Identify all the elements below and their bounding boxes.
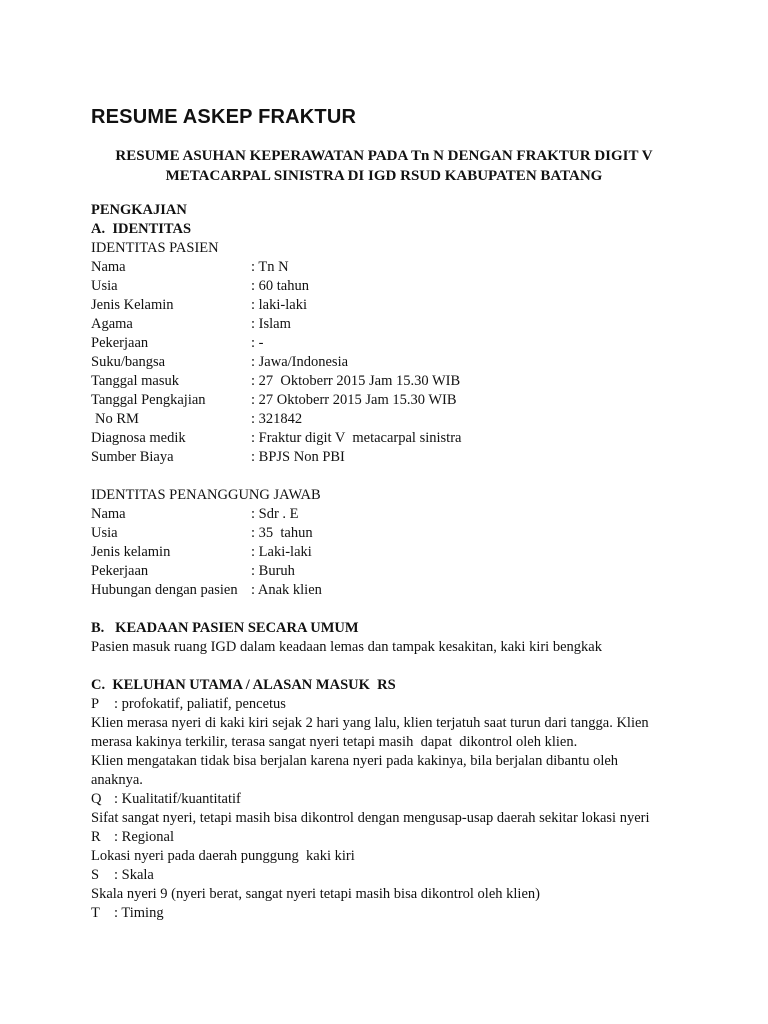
field-label: Usia xyxy=(91,278,118,294)
pqrst-row-t xyxy=(91,904,691,923)
section-b-heading: B. KEADAAN PASIEN SECARA UMUM xyxy=(91,620,359,636)
document-subtitle xyxy=(91,146,677,186)
field-row xyxy=(91,505,691,524)
field-value: : Islam xyxy=(251,316,291,332)
field-row xyxy=(91,429,691,448)
field-value: : 27 Oktoberr 2015 Jam 15.30 WIB xyxy=(251,373,461,389)
identitas-penanggung-heading: IDENTITAS PENANGGUNG JAWAB xyxy=(91,487,321,503)
pqrst-row-p xyxy=(91,695,691,714)
pqrst-letter: R xyxy=(91,829,101,845)
pqrst-letter: Q xyxy=(91,791,102,807)
field-label: Tanggal Pengkajian xyxy=(91,392,206,408)
field-value: : Jawa/Indonesia xyxy=(251,354,349,370)
pqrst-label: : Skala xyxy=(114,867,154,883)
pqrst-letter: P xyxy=(91,696,100,712)
field-label: Pekerjaan xyxy=(91,563,149,579)
field-label: Jenis kelamin xyxy=(91,544,171,560)
field-value: : 321842 xyxy=(251,411,303,427)
spacer xyxy=(91,657,691,676)
field-row xyxy=(91,524,691,543)
field-row xyxy=(91,353,691,372)
field-row xyxy=(91,581,691,600)
field-label: Agama xyxy=(91,316,133,332)
pengkajian-heading: PENGKAJIAN xyxy=(91,202,187,218)
spacer xyxy=(91,600,691,619)
field-label: Pekerjaan xyxy=(91,335,149,351)
paragraph-line: anaknya. xyxy=(91,772,143,788)
field-value: : 27 Oktoberr 2015 Jam 15.30 WIB xyxy=(251,392,457,408)
pqrst-letter: S xyxy=(91,867,100,883)
field-row xyxy=(91,448,691,467)
field-row xyxy=(91,277,691,296)
identitas-pasien-heading: IDENTITAS PASIEN xyxy=(91,240,219,256)
field-row xyxy=(91,334,691,353)
field-label: Suku/bangsa xyxy=(91,354,166,370)
field-label: Usia xyxy=(91,525,118,541)
field-row xyxy=(91,258,691,277)
subtitle-line-1: RESUME ASUHAN KEPERAWATAN PADA Tn N DENGAN FRAKTUR DIGIT V xyxy=(115,148,653,164)
paragraph-line: merasa kakinya terkilir, terasa sangat nyeri tetapi masih dapat dikontrol oleh klien. xyxy=(91,734,578,750)
field-label: Hubungan dengan pasien xyxy=(91,582,238,598)
identitas-penanggung-table xyxy=(91,505,691,600)
field-value: : 60 tahun xyxy=(251,278,309,294)
paragraph-line: Sifat sangat nyeri, tetapi masih bisa dikontrol dengan mengusap-usap daerah sekitar lokasi nyeri xyxy=(91,810,650,826)
field-row xyxy=(91,315,691,334)
field-label: Tanggal masuk xyxy=(91,373,179,389)
identitas-pasien-table xyxy=(91,258,691,467)
field-label: Nama xyxy=(91,506,126,522)
paragraph-line: Lokasi nyeri pada daerah punggung kaki kiri xyxy=(91,848,355,864)
field-row xyxy=(91,562,691,581)
paragraph-line: Skala nyeri 9 (nyeri berat, sangat nyeri tetapi masih bisa dikontrol oleh klien) xyxy=(91,886,540,902)
field-label: No RM xyxy=(95,411,139,427)
field-value: : Anak klien xyxy=(251,582,322,598)
field-value: : - xyxy=(251,335,264,351)
subtitle-line-2: METACARPAL SINISTRA DI IGD RSUD KABUPATEN BATANG xyxy=(165,168,603,184)
field-value: : BPJS Non PBI xyxy=(251,449,345,465)
field-row xyxy=(91,543,691,562)
section-b-text: Pasien masuk ruang IGD dalam keadaan lemas dan tampak kesakitan, kaki kiri bengkak xyxy=(91,639,602,655)
field-row xyxy=(91,410,691,429)
field-value: : Tn N xyxy=(251,259,289,275)
field-row xyxy=(91,391,691,410)
field-label: Nama xyxy=(91,259,126,275)
spacer xyxy=(91,467,691,486)
pqrst-label: : Kualitatif/kuantitatif xyxy=(114,791,241,807)
field-label: Jenis Kelamin xyxy=(91,297,174,313)
field-label: Diagnosa medik xyxy=(91,430,186,446)
pqrst-label: : Regional xyxy=(114,829,175,845)
pqrst-label: : profokatif, paliatif, pencetus xyxy=(114,696,286,712)
document-title: RESUME ASKEP FRAKTUR xyxy=(91,106,357,128)
field-label: Sumber Biaya xyxy=(91,449,174,465)
paragraph-line: Klien mengatakan tidak bisa berjalan karena nyeri pada kakinya, bila berjalan dibantu oleh xyxy=(91,753,619,769)
field-value: : Fraktur digit V metacarpal sinistra xyxy=(251,430,462,446)
section-a-heading: A. IDENTITAS xyxy=(91,221,192,237)
pqrst-row-q xyxy=(91,790,691,809)
pqrst-row-r xyxy=(91,828,691,847)
field-value: : laki-laki xyxy=(251,297,307,313)
section-c-heading: C. KELUHAN UTAMA / ALASAN MASUK RS xyxy=(91,677,396,693)
pqrst-row-s xyxy=(91,866,691,885)
field-row xyxy=(91,296,691,315)
field-row xyxy=(91,372,691,391)
field-value: : 35 tahun xyxy=(251,525,313,541)
pqrst-label: : Timing xyxy=(114,905,164,921)
field-value: : Buruh xyxy=(251,563,295,579)
field-value: : Sdr . E xyxy=(251,506,299,522)
pqrst-letter: T xyxy=(91,905,100,921)
field-value: : Laki-laki xyxy=(251,544,312,560)
document-body xyxy=(91,201,691,923)
paragraph-line: Klien merasa nyeri di kaki kiri sejak 2 hari yang lalu, klien terjatuh saat turun dari tangga. Klien xyxy=(91,715,649,731)
